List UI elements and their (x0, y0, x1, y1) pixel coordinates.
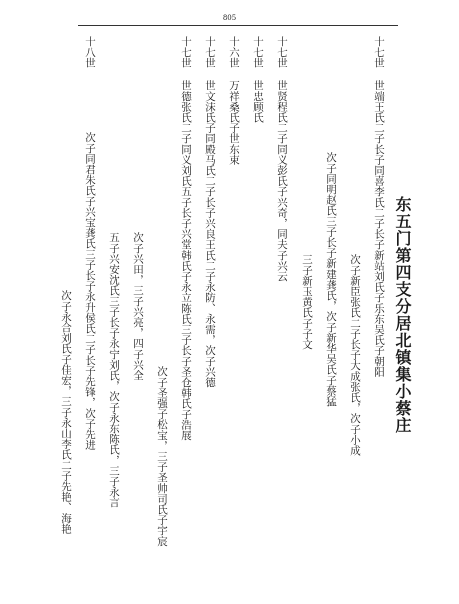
text-column: 次子永合刘氏子佳宏，三子永山李氏二子先艳、海艳 (60, 290, 72, 534)
text-column: 世端王氏二子长子同喜李氏二子长子新站刘氏子乐东吴氏子朝阳 (373, 80, 385, 377)
generation-label: 十七世 (204, 36, 216, 68)
text-column: 次子兴田，三子兴亮，四子兴全 (132, 232, 144, 381)
generation-label: 十七世 (276, 36, 288, 68)
page-title: 东五门第四支分居北镇集小蔡庄 (393, 196, 412, 434)
text-column: 世文沫氏子同殿马氏二子长子兴良王氏二子永防、永需，次子兴德 (204, 80, 216, 388)
text-column: 万祥桑氏子世东束 (228, 80, 240, 165)
text-column: 世德张氏二子同义刘氏五子长子兴堂韩氏子永立陈氏三子长子圣仓韩氏子浩展 (180, 80, 192, 441)
generation-label: 十七世 (180, 36, 192, 68)
text-column: 世贤程氏二子同义彭氏子兴奇，同夫子兴云 (276, 80, 288, 282)
header-rule (78, 25, 398, 26)
text-column: 次子圣强子松宝，三子圣帅司氏子宇宸 (156, 366, 168, 547)
text-column: 次子同明赵氏三子长子新建龚氏，次子新华吴氏子蔡猛 (325, 152, 337, 407)
generation-label: 十八世 (84, 36, 96, 68)
text-column: 次子新臣张氏二子长子大成张氏，次子小成 (349, 254, 361, 456)
text-column: 三子新玉黄氏子子文 (301, 254, 313, 350)
text-column: 五子兴安沈氏三子长子永宁刘氏，次子永东陈氏，三子永言 (108, 232, 120, 508)
generation-label: 十六世 (228, 36, 240, 68)
text-column: 次子同君朱氏子兴宝龚氏三子长子永升侯氏二子长子先锋，次子先进 (84, 132, 96, 450)
page-number: 805 (222, 14, 237, 22)
generation-label: 十七世 (252, 36, 264, 68)
generation-label: 十七世 (373, 36, 385, 68)
text-column: 世忠顾氏 (252, 80, 264, 123)
